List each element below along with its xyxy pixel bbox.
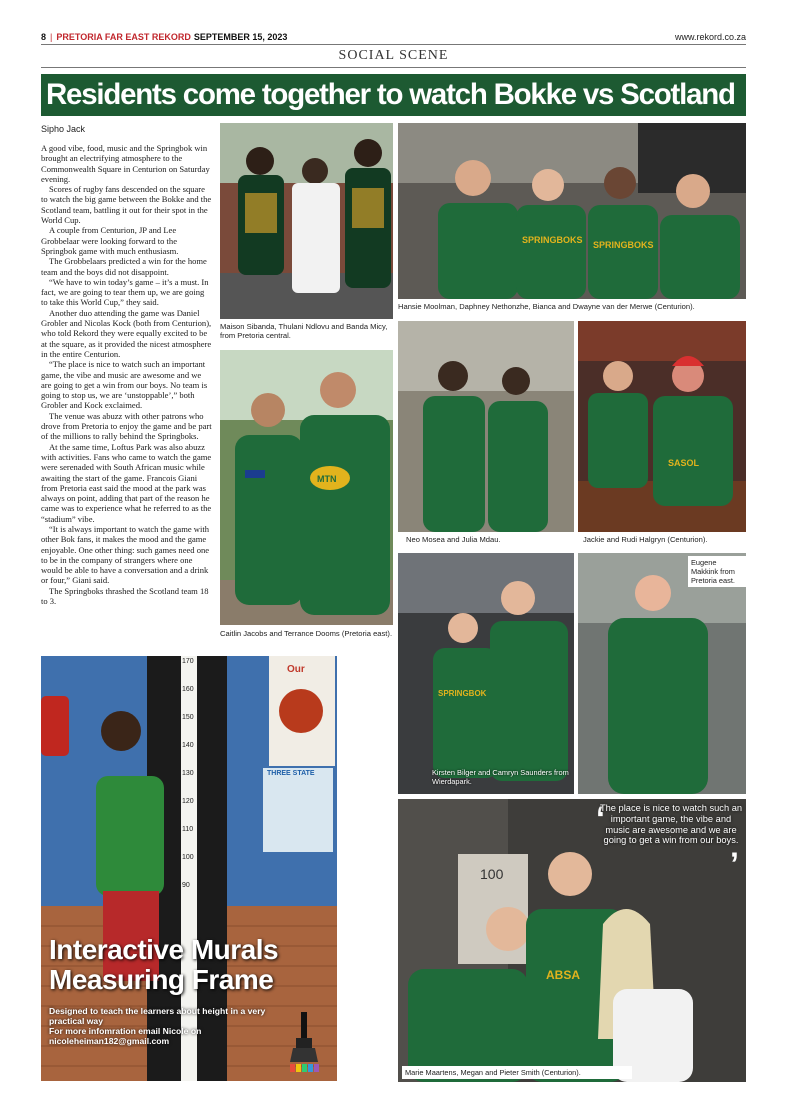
ruler-tick: 100: [182, 854, 194, 861]
pull-quote: The place is nice to watch such an important game, the vibe and music are awesome and we are going to get a win from our boys.: [599, 803, 743, 846]
caption-eugene: Eugene Makkink from Pretoria east.: [688, 556, 746, 587]
svg-text:MTN: MTN: [317, 474, 337, 484]
section-rule: [41, 67, 746, 68]
svg-text:ABSA: ABSA: [546, 968, 581, 982]
paintbrush-logo-icon: [287, 1012, 321, 1076]
article-paragraph: The venue was abuzz with other patrons who drove from Pretoria to enjoy the game and be part of the millions to rally behind the Springboks.: [41, 410, 212, 442]
byline: Sipho Jack: [41, 124, 86, 134]
svg-text:SPRINGBOKS: SPRINGBOKS: [593, 240, 654, 250]
header-left: [41, 32, 287, 42]
ruler-ticks: [182, 656, 197, 916]
poster-title: Our: [287, 664, 305, 675]
photo-caitlin-terrance: [220, 350, 393, 625]
caption-maison: Maison Sibanda, Thulani Ndlovu and Banda Micy, from Pretoria central.: [220, 322, 388, 341]
article-paragraph: At the same time, Loftus Park was also abuzz with activities. Fans who came to watch the game were serenaded with South African music while awaiting the start of the game. Francois Giani from Pretoria east said the mood at the park was always on point, adding that part of the reason he came was to experience what he referred to as the “stadium” vibe.: [41, 441, 212, 524]
article-paragraph: “It is always important to watch the game with other Bok fans, it makes the mood and the game enjoyable. One other thing: such games need one to be in the company of strangers where one would be able to have a conversation and a drink or four,” Giani said.: [41, 523, 210, 586]
caption-marie: Marie Maartens, Megan and Pieter Smith (Centurion).: [402, 1066, 632, 1079]
section-title: SOCIAL SCENE: [338, 48, 449, 63]
photo-neo-julia: [398, 321, 574, 532]
photo-jackie-rudi: [578, 321, 746, 532]
photo-eugene: [578, 553, 746, 794]
ruler-tick: 120: [182, 798, 194, 805]
advert-body: [49, 1006, 289, 1046]
advert-description: Designed to teach the learners about height in a very practical way: [49, 1006, 266, 1026]
caption-kirsten: Kirsten Bilger and Camryn Saunders from Wierdapark.: [432, 768, 569, 786]
photo-hansie-daphney-bianca-dwayne: [398, 123, 746, 299]
article-body: [41, 143, 213, 606]
photo-maison-thulani-banda: [220, 123, 393, 319]
ruler-tick: 160: [182, 686, 194, 693]
advert-email[interactable]: nicoleheiman182@gmail.com: [49, 1036, 170, 1046]
advert-title-line: Interactive Murals: [49, 934, 279, 965]
ruler-tick: 90: [182, 882, 190, 889]
ruler-tick: 170: [182, 658, 194, 665]
svg-text:SPRINGBOK: SPRINGBOK: [438, 689, 487, 698]
caption-caitlin: Caitlin Jacobs and Terrance Dooms (Pretoria east).: [220, 629, 393, 638]
website-url[interactable]: www.rekord.co.za: [674, 32, 746, 42]
svg-text:100: 100: [480, 866, 504, 882]
advert-interactive-murals: [41, 656, 337, 1081]
ruler-tick: 150: [182, 714, 194, 721]
svg-text:SASOL: SASOL: [668, 458, 700, 468]
poster-subtitle: THREE STATE: [267, 770, 315, 777]
ruler-tick: 110: [182, 826, 194, 833]
article-paragraph: A good vibe, food, music and the Springbok win brought an electrifying atmosphere to the Commonwealth Square in Centurion on Saturday evening.: [41, 143, 210, 184]
article-paragraph: “The place is nice to watch such an important game, the vibe and music are awesome and we are going to get a win from our boys. No team is going to stop us, we are ‘unstoppable’,” both Grobler and Kock exclaimed.: [41, 359, 208, 411]
header-separator: |: [50, 32, 53, 42]
ruler-tick: 140: [182, 742, 194, 749]
header-rule: [41, 44, 746, 45]
paper-name: PRETORIA FAR EAST REKORD: [56, 32, 191, 42]
svg-text:SPRINGBOKS: SPRINGBOKS: [522, 235, 583, 245]
advert-title: [49, 935, 278, 995]
photo-kirsten-camryn: [398, 553, 574, 794]
quote-open-mark: ‘: [596, 800, 605, 836]
advert-title-line: Measuring Frame: [49, 964, 274, 995]
issue-date: SEPTEMBER 15, 2023: [193, 32, 288, 42]
caption-jackie: Jackie and Rudi Halgryn (Centurion).: [583, 535, 708, 544]
article-paragraph: A couple from Centurion, JP and Lee Grobbelaar were looking forward to the Springbok game with much enthusiasm.: [41, 225, 179, 256]
headline: Residents come together to watch Bokke vs Scotland: [41, 74, 746, 116]
article-paragraph: Scores of rugby fans descended on the square to watch the big game between the Bokke and the Scotland team, battling it out for their spot in the World Cup.: [41, 184, 212, 226]
ruler-tick: 130: [182, 770, 194, 777]
article-paragraph: “We have to win today’s game – it’s a must. In fact, we are going to tear them up, we are going to take this World Cup,” they said.: [41, 276, 209, 308]
article-paragraph: Another duo attending the game was Daniel Grobler and Nicolas Kock (both from Centurion), who told Rekord they were equally excited to be at the square, as it provided the nicest atmosphere in the entire Centurion.: [41, 307, 212, 359]
quote-close-mark: ’: [730, 846, 739, 882]
caption-neo: Neo Mosea and Julia Mdau.: [406, 535, 501, 544]
article-paragraph: The Springboks thrashed the Scotland team 18 to 3.: [41, 585, 209, 607]
advert-contact: For more infomration email Nicole on: [49, 1026, 202, 1036]
caption-hansie: Hansie Moolman, Daphney Nethonzhe, Bianca and Dwayne van der Merwe (Centurion).: [398, 302, 695, 311]
page-number: 8: [41, 32, 47, 42]
article-paragraph: The Grobbelaars predicted a win for the home team and the boys did not disappoint.: [41, 256, 207, 277]
